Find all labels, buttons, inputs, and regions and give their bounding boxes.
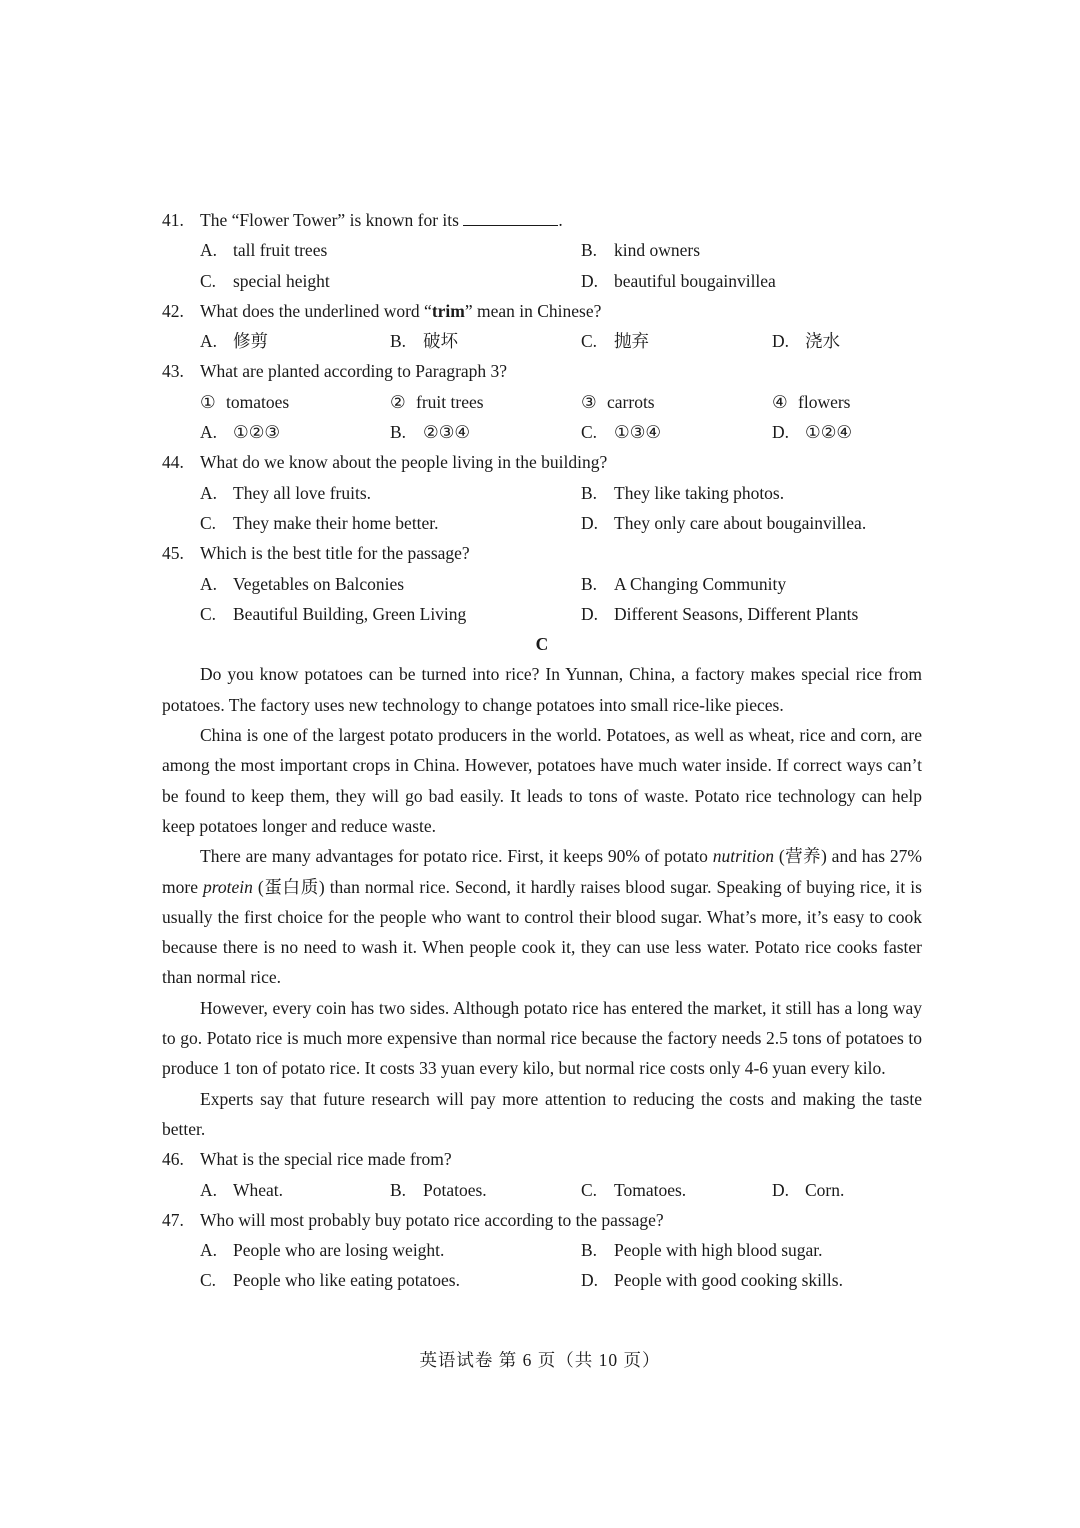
options-row	[162, 235, 922, 265]
option-a: A. Vegetables on Balconies	[200, 573, 405, 594]
option-d: D. They only care about bougainvillea.	[581, 512, 867, 533]
option-d: D. 浇水	[772, 331, 840, 352]
option-b: B. A Changing Community	[581, 573, 787, 594]
answer-blank	[463, 207, 558, 226]
section-heading: C	[535, 634, 549, 655]
question-stem: What is the special rice made from?	[200, 1149, 452, 1170]
question-stem: What do we know about the people living in the building?	[200, 452, 608, 473]
passage-paragraph-4: However, every coin has two sides. Although potato rice has entered the market, it still has a long way to go. Potato rice is much more expensive than normal rice because the factory needs 2.5 tons of potatoes to produce 1 ton of potato rice. It costs 33 yuan every kilo, but normal rice costs only 4-6 yuan every kilo.	[162, 997, 922, 1079]
option-a: A. Wheat.	[200, 1179, 284, 1200]
passage-paragraph-2: China is one of the largest potato producers in the world. Potatoes, as well as wheat, rice and corn, are among the most important crops in China. However, potatoes have much water inside. If correct ways can’t be found to keep them, they will go bad easily. It leads to tons of waste. Potato rice technology can help keep potatoes longer and reduce waste.	[162, 725, 922, 836]
passage-paragraph-1: Do you know potatoes can be turned into rice? In Yunnan, China, a factory makes special rice from potatoes. The factory uses new technology to change potatoes into small rice-like pieces.	[162, 664, 922, 715]
question-stem: The “Flower Tower” is known for its	[200, 210, 464, 230]
options-row	[162, 326, 922, 356]
option-a: A. ①②③	[200, 422, 281, 443]
question-stem: Who will most probably buy potato rice according to the passage?	[200, 1209, 664, 1230]
question-number: 41.	[162, 210, 184, 230]
page-footer: 英语试卷 第 6 页（共 10 页）	[419, 1350, 661, 1370]
option-c: C. Tomatoes.	[581, 1179, 687, 1200]
option-c: C. They make their home better.	[200, 512, 439, 533]
options-row	[162, 1175, 922, 1205]
question-number: 43.	[162, 361, 184, 382]
question-42	[162, 296, 922, 326]
option-c: C. 抛弃	[581, 331, 649, 352]
item-1: ① tomatoes	[200, 391, 290, 412]
question-stem-end: ” mean in Chinese?	[464, 300, 602, 321]
option-a: A. 修剪	[200, 331, 268, 352]
options-row	[162, 417, 922, 447]
option-d: D. beautiful bougainvillea	[581, 270, 776, 291]
question-stem: Which is the best title for the passage?	[200, 543, 470, 564]
question-stem: What does the underlined word “	[200, 300, 432, 321]
question-stem-end: .	[558, 210, 563, 230]
option-b: B. kind owners	[581, 240, 701, 261]
question-number: 46.	[162, 1149, 184, 1170]
passage-paragraph-3: There are many advantages for potato rice. First, it keeps 90% of potato nutrition (营养) and has 27% more protein (蛋白质) than normal rice. Second, it hardly raises blood sugar. Speaking of buying rice, it is usually the first choice for the people who want to control their blood sugar. What’s more, it’s easy to cook because there is no need to wash it. When people cook it, they can use less water. Potato rice cooks faster than normal rice.	[162, 846, 922, 988]
options-row	[162, 599, 922, 629]
option-c: C. special height	[200, 270, 330, 291]
item-2: ② fruit trees	[390, 391, 484, 412]
underlined-word: trim	[431, 300, 465, 321]
question-47	[162, 1205, 922, 1235]
option-c: C. People who like eating potatoes.	[200, 1270, 460, 1291]
option-a: A. People who are losing weight.	[200, 1240, 445, 1261]
question-45	[162, 538, 922, 568]
option-b: B. ②③④	[390, 422, 471, 443]
option-b: B. They like taking photos.	[581, 482, 785, 503]
items-row	[162, 387, 922, 417]
option-a: A. tall fruit trees	[200, 240, 328, 261]
passage-paragraph-5: Experts say that future research will pay more attention to reducing the costs and making the taste better.	[162, 1088, 922, 1139]
options-row	[162, 1235, 922, 1265]
option-b: B. 破坏	[390, 331, 458, 352]
options-row	[162, 266, 922, 296]
question-number: 45.	[162, 543, 184, 564]
term-nutrition: nutrition	[712, 846, 774, 867]
option-d: D. People with good cooking skills.	[581, 1270, 843, 1291]
option-d: D. Corn.	[772, 1179, 845, 1200]
options-row	[162, 1265, 922, 1295]
question-44	[162, 447, 922, 477]
options-row	[162, 508, 922, 538]
option-b: B. Potatoes.	[390, 1179, 487, 1200]
question-number: 44.	[162, 452, 184, 473]
option-c: C. ①③④	[581, 422, 662, 443]
question-number: 42.	[162, 300, 184, 321]
option-d: D. Different Seasons, Different Plants	[581, 603, 859, 624]
question-number: 47.	[162, 1209, 184, 1230]
term-protein: protein	[202, 876, 253, 897]
options-row	[162, 569, 922, 599]
option-b: B. People with high blood sugar.	[581, 1240, 823, 1261]
question-46	[162, 1144, 922, 1174]
option-d: D. ①②④	[772, 422, 853, 443]
option-c: C. Beautiful Building, Green Living	[200, 603, 467, 624]
question-stem: What are planted according to Paragraph 3?	[200, 361, 508, 382]
content-block	[162, 205, 922, 1296]
question-43	[162, 356, 922, 386]
item-3: ③ carrots	[581, 391, 655, 412]
options-row	[162, 478, 922, 508]
question-41	[162, 205, 922, 235]
item-4: ④ flowers	[772, 391, 851, 412]
option-a: A. They all love fruits.	[200, 482, 372, 503]
